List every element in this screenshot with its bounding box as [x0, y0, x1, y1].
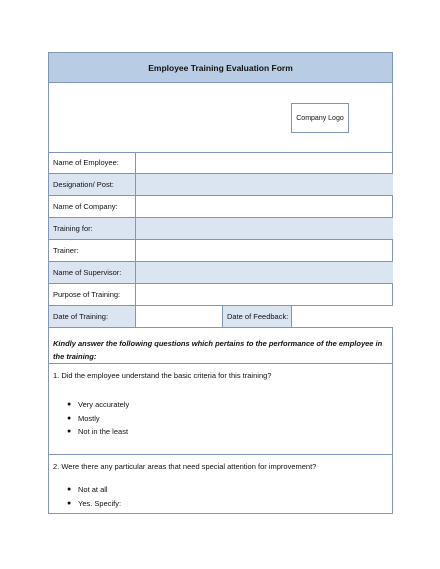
- field-label: Name of Supervisor:: [53, 268, 122, 277]
- field-label: Purpose of Training:: [53, 290, 121, 299]
- bullet-icon: ●: [67, 428, 72, 435]
- field-label: Trainer:: [53, 246, 79, 255]
- logo-area: [49, 82, 392, 153]
- field-label: Designation/ Post:: [53, 180, 114, 189]
- option-label: Not at all: [78, 485, 108, 494]
- field-label: Name of Company:: [53, 202, 118, 211]
- question-1-text: 1. Did the employee understand the basic criteria for this training?: [53, 371, 272, 380]
- name-of-supervisor-field[interactable]: [135, 262, 393, 283]
- date-of-training-label: Date of Training:: [53, 312, 109, 321]
- date-of-feedback-field[interactable]: [291, 306, 393, 327]
- row-training-for: [49, 218, 392, 240]
- evaluation-form: [48, 52, 393, 514]
- row-name-of-supervisor: [49, 262, 392, 284]
- name-of-company-field[interactable]: [135, 196, 393, 217]
- date-of-feedback-label: Date of Feedback:: [222, 306, 291, 327]
- question-1-options: [67, 398, 129, 439]
- training-for-field[interactable]: [135, 218, 393, 239]
- option-not-at-all[interactable]: [67, 483, 121, 497]
- row-dates: [49, 306, 392, 328]
- bullet-icon: ●: [67, 499, 72, 507]
- option-label: Yes. Specify:: [78, 498, 122, 508]
- question-2-text: 2. Were there any particular areas that need special attention for improvement?: [53, 462, 317, 471]
- option-mostly[interactable]: [67, 412, 129, 426]
- option-not-in-the-least[interactable]: [67, 425, 129, 439]
- row-purpose-of-training: [49, 284, 392, 306]
- row-trainer: [49, 240, 392, 262]
- option-very-accurately[interactable]: [67, 398, 129, 412]
- option-label: Very accurately: [78, 400, 130, 409]
- row-name-of-company: [49, 196, 392, 218]
- row-name-of-employee: [49, 152, 392, 174]
- option-label: Mostly: [78, 413, 100, 423]
- date-of-training-field[interactable]: [135, 306, 223, 327]
- company-logo-placeholder: Company Logo: [291, 103, 349, 133]
- purpose-of-training-field[interactable]: [135, 284, 393, 305]
- question-1-section: [49, 364, 392, 455]
- designation-field[interactable]: [135, 174, 393, 195]
- question-2-options: [67, 483, 121, 510]
- field-label: Name of Employee:: [53, 158, 119, 167]
- trainer-field[interactable]: [135, 240, 393, 261]
- row-designation: [49, 174, 392, 196]
- name-of-employee-field[interactable]: [135, 152, 393, 173]
- instructions-text: Kindly answer the following questions which pertains to the performance of the employee in the training:: [49, 332, 392, 364]
- bullet-icon: ●: [67, 486, 72, 493]
- bullet-icon: ●: [67, 401, 72, 408]
- field-label: Training for:: [53, 224, 93, 233]
- form-title: Employee Training Evaluation Form: [49, 53, 392, 83]
- bullet-icon: ●: [67, 414, 72, 422]
- option-label: Not in the least: [78, 427, 129, 436]
- question-2-section: [49, 455, 392, 513]
- option-yes-specify[interactable]: [67, 497, 121, 511]
